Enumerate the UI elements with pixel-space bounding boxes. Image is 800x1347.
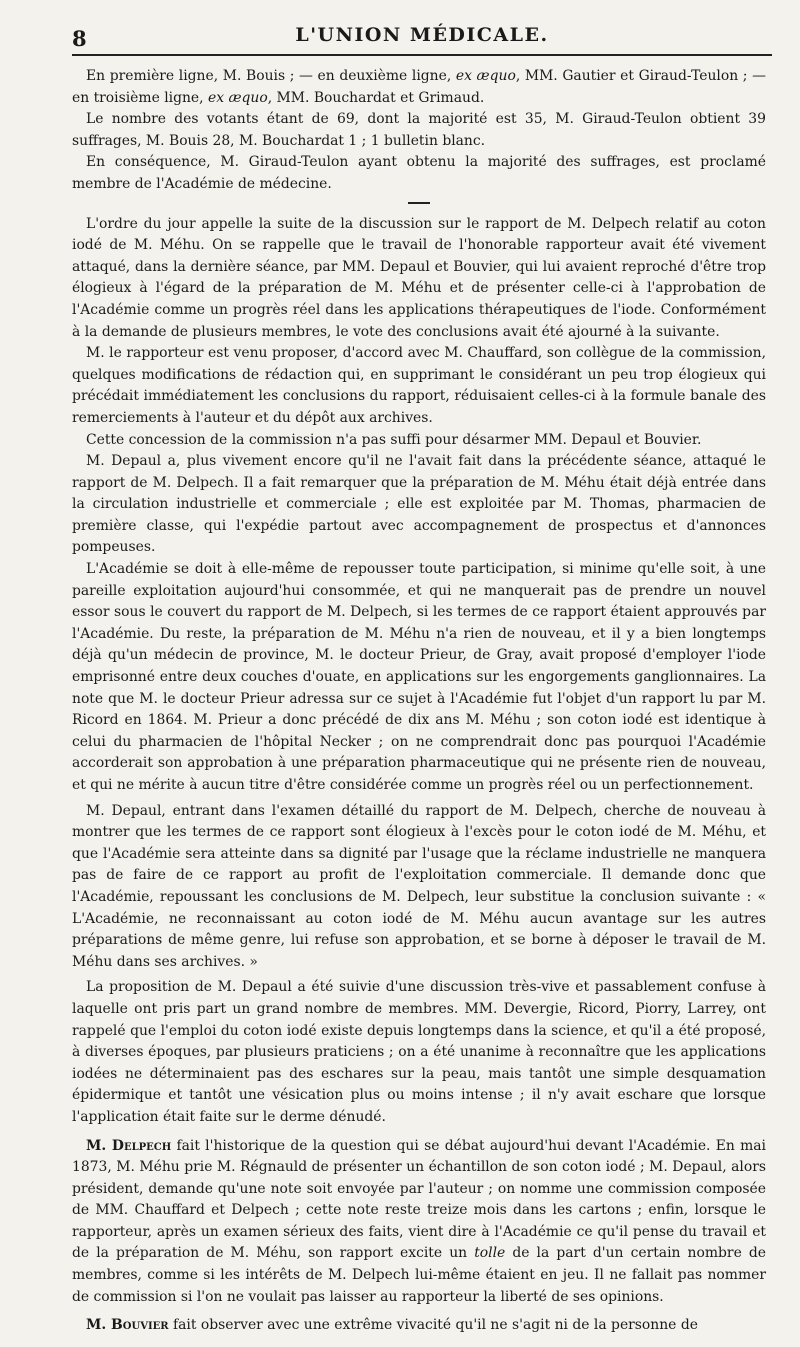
text-run: En première ligne, M. Bouis ; — en deuxième ligne,: [86, 68, 456, 84]
paragraph-p8: [72, 559, 766, 797]
section-separator: [72, 198, 766, 208]
paragraph-p1: [72, 66, 766, 109]
italic-text: tolle: [474, 1245, 506, 1262]
journal-title: L'UNION MÉDICALE.: [295, 24, 549, 46]
text-run: L'ordre du jour appelle la suite de la discussion sur le rapport de M. Delpech relatif au coton iodé de M. Méhu. On se rappelle que le travail de l'honorable rapporteur avait été vivement attaqué, dans la dernière séance, par MM. Depaul et Bouvier, qui lui avaient reproché d'être trop élogieux à l'égard de la préparation de M. Méhu et de présenter celle-ci à l'approbation de l'Académie comme un progrès réel dans les applications thérapeutiques de l'iode. Conformément à la demande de plusieurs membres, le vote des conclusions avait été ajourné à la suivante.: [72, 215, 766, 340]
text-run: Cette concession de la commission n'a pas suffi pour désarmer MM. Depaul et Bouvier.: [86, 431, 702, 448]
paragraph-p9: [72, 801, 766, 974]
text-run: M. le rapporteur est venu proposer, d'accord avec M. Chauffard, son collègue de la commission, quelques modifications de rédaction qui, en supprimant le considérant un peu trop élogieux qui précédait immédiatement les conclusions du rapport, réduisaient celles-ci à la formule banale des remerciements à l'auteur et du dépôt aux archives.: [72, 345, 766, 426]
paragraph-p7: [72, 451, 766, 559]
paragraph-p5: [72, 343, 766, 429]
text-run: M. Depaul, entrant dans l'examen détaillé du rapport de M. Delpech, cherche de nouveau à montrer que les termes de ce rapport sont élogieux à l'excès pour le coton iodé de M. Méhu, et que l'Académie sera atteinte dans sa dignité par l'usage que la réclame industrielle ne manquera pas de faire de ce rapport au profit de l'exploitation commerciale. Il demande donc que l'Académie, repoussant les conclusions de M. Delpech, leur substitue la conclusion suivante : « L'Académie, ne reconnaissant au coton iodé de M. Méhu aucun avantage sur les autres préparations de même genre, lui refuse son approbation, et se borne à déposer le travail de M. Méhu dans ses archives. »: [72, 802, 766, 970]
italic-text: ex æquo: [207, 89, 268, 106]
paragraph-p2: [72, 109, 766, 152]
text-run: M. Depaul a, plus vivement encore qu'il ne l'avait fait dans la précédente séance, attaqué le rapport de M. Delpech. Il a fait remarquer que la préparation de M. Méhu était déjà entrée dans la circulation industrielle et commerciale ; elle est exploitée par M. Thomas, pharmacien de première classe, qui l'expédie partout avec accompagnement de prospectus et d'annonces pompeuses.: [72, 453, 766, 556]
paragraph-p4: [72, 214, 766, 344]
text-run: En conséquence, M. Giraud-Teulon ayant obtenu la majorité des suffrages, est proclamé membre de l'Académie de médecine.: [72, 154, 766, 192]
text-run: Le nombre des votants étant de 69, dont la majorité est 35, M. Giraud-Teulon obtient 39 suffrages, M. Bouis 28, M. Bouchardat 1 ; 1 bulletin blanc.: [72, 111, 766, 149]
speaker-name: M. Bouvier: [86, 1317, 169, 1334]
text-run: , MM. Bouchardat et Grimaud.: [267, 89, 485, 106]
italic-text: ex æquo: [455, 68, 516, 84]
text-run: L'Académie se doit à elle-même de repousser toute participation, si minime qu'elle soit, à une pareille exploitation aujourd'hui consommée, et qui ne manquerait pas de prendre un nouvel essor sous le couvert du rapport de M. Delpech, si les termes de ce rapport étaient approuvés par l'Académie. Du reste, la préparation de M. Méhu n'a rien de nouveau, et il y a bien longtemps déjà qu'un médecin de province, M. le docteur Prieur, de Gray, avait proposé d'employer l'iode emprisonné entre deux couches d'ouate, en applications sur les engorgements ganglionnaires. La note que M. le docteur Prieur adressa sur ce sujet à l'Académie fut l'objet d'un rapport lu par M. Ricord en 1864. M. Prieur a donc précédé de dix ans M. Méhu ; son coton iodé est identique à celui du pharmacien de l'hôpital Necker ; on ne comprendrait donc pas pourquoi l'Académie accorderait son approbation à une préparation pharmaceutique qui ne présente rien de nouveau, et qui ne mérite à aucun titre d'être considérée comme un progrès réel ou un perfectionnement.: [72, 561, 766, 793]
separator-dash: [408, 202, 430, 204]
paragraph-p3: [72, 152, 766, 195]
text-run: , MM. Gautier et Giraud-Teulon ; — en troisième ligne,: [72, 68, 766, 106]
paragraph-p12: [72, 1315, 766, 1337]
text-run: fait l'historique de la question qui se débat aujourd'hui devant l'Académie. En mai 1873, M. Méhu prie M. Régnauld de présenter un échantillon de son coton iodé ; M. Depaul, alors président, demande qu'une note soit envoyée par l'auteur ; on nomme une commission composée de MM. Chauffard et Delpech ; cette note reste treize mois dans les cartons ; enfin, lorsque le rapporteur, après un examen sérieux des faits, vient dire à l'Académie ce qu'il pense du travail et de la préparation de M. Méhu, son rapport excite un: [72, 1137, 766, 1262]
paragraph-p10: [72, 977, 766, 1128]
text-run: La proposition de M. Depaul a été suivie d'une discussion très-vive et passablement confuse à laquelle ont pris part un grand nombre de membres. MM. Devergie, Ricord, Piorry, Larrey, ont rappelé que l'emploi du coton iodé existe depuis longtemps dans la science, et qu'il a été proposé, à diverses époques, par plusieurs praticiens ; on a été unanime à reconnaître que les applications iodées ne déterminaient pas des eschares sur la peau, mais tantôt une simple desquamation épidermique et tantôt une vésication plus ou moins intense ; il n'y avait eschare que lorsque l'application était faite sur le derme dénudé.: [72, 979, 766, 1125]
header-rule: [72, 54, 772, 56]
journal-page: [72, 0, 772, 1347]
page-header: [72, 0, 772, 58]
text-run: de la part d'un certain nombre de membres, comme si les intérêts de M. Delpech lui-même étaient en jeu. Il ne fallait pas nommer de commission si l'on ne voulait pas laisser au rapporteur la liberté de ses opinions.: [72, 1245, 766, 1305]
paragraph-p11: [72, 1136, 766, 1309]
text-run: fait observer avec une extrême vivacité qu'il ne s'agit ni de la personne de: [168, 1317, 698, 1334]
speaker-name: M. Delpech: [86, 1137, 172, 1154]
paragraph-p6: [72, 430, 766, 452]
page-number: 8: [72, 26, 87, 51]
article-body: [72, 66, 766, 1337]
